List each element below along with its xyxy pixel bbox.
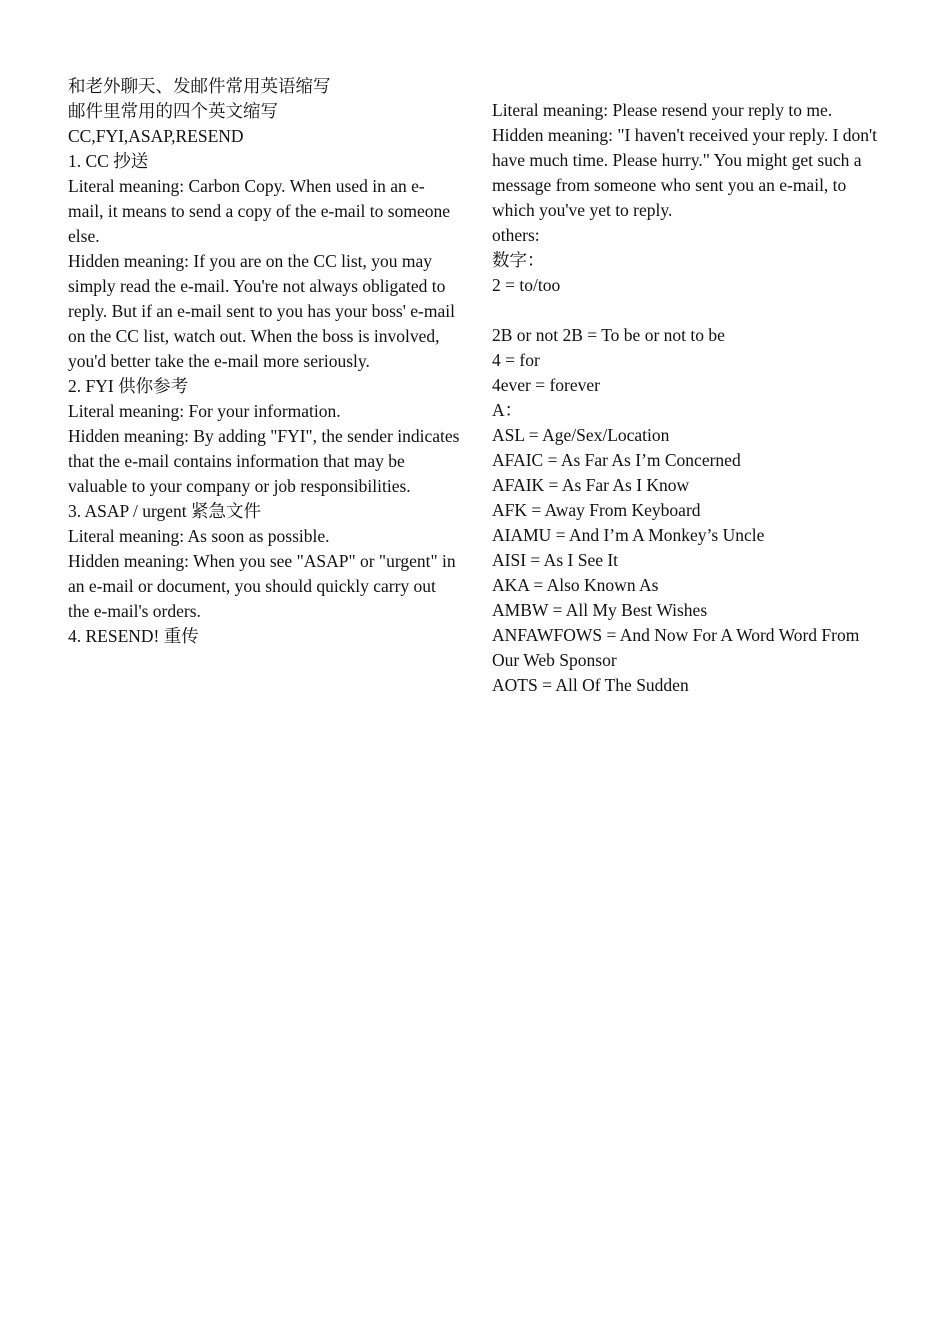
others-heading: others: (492, 225, 540, 245)
resend-literal-meaning: Literal meaning: Please resend your reply to me. (492, 100, 833, 120)
abbr-entry: 4ever = forever (492, 375, 600, 395)
abbreviation-list: CC,FYI,ASAP,RESEND (68, 126, 244, 146)
abbr-entry: AOTS = All Of The Sudden (492, 675, 689, 695)
cc-hidden-meaning: Hidden meaning: If you are on the CC list, you may simply read the e-mail. You're not always obligated to reply. But if an e-mail sent to you has your boss' e-mail on the CC list, watch out. When the boss is involved, you'd better take the e-mail more seriously. (68, 251, 455, 371)
numbers-heading: 数字： (492, 250, 545, 270)
item-heading-asap: 3. ASAP / urgent 紧急文件 (68, 501, 262, 521)
right-column (492, 98, 882, 698)
abbr-entry: ASL = Age/Sex/Location (492, 425, 670, 445)
item-heading-resend: 4. RESEND! 重传 (68, 626, 199, 646)
letter-a-heading: A： (492, 400, 523, 420)
abbr-entry: AKA = Also Known As (492, 575, 659, 595)
cc-literal-meaning: Literal meaning: Carbon Copy. When used in an e-mail, it means to send a copy of the e-mail to someone else. (68, 176, 450, 246)
abbr-entry: AIAMU = And I’m A Monkey’s Uncle (492, 525, 765, 545)
fyi-hidden-meaning: Hidden meaning: By adding "FYI", the sender indicates that the e-mail contains information that may be valuable to your company or job responsibilities. (68, 426, 460, 496)
abbr-entry: 2 = to/too (492, 275, 561, 295)
abbr-entry: AMBW = All My Best Wishes (492, 600, 708, 620)
abbr-entry: AFAIC = As Far As I’m Concerned (492, 450, 741, 470)
section-heading: 邮件里常用的四个英文缩写 (68, 101, 278, 121)
abbr-entry: AFAIK = As Far As I Know (492, 475, 690, 495)
item-heading-cc: 1. CC 抄送 (68, 151, 149, 171)
abbr-entry: 4 = for (492, 350, 540, 370)
abbr-entry: AISI = As I See It (492, 550, 619, 570)
document-title: 和老外聊天、发邮件常用英语缩写 (68, 76, 331, 96)
asap-hidden-meaning: Hidden meaning: When you see "ASAP" or "urgent" in an e-mail or document, you should quickly carry out the e-mail's orders. (68, 551, 456, 621)
abbr-entry: 2B or not 2B = To be or not to be (492, 325, 725, 345)
abbr-entry: ANFAWFOWS = And Now For A Word Word From Our Web Sponsor (492, 625, 860, 670)
fyi-literal-meaning: Literal meaning: For your information. (68, 401, 341, 421)
abbr-entry: AFK = Away From Keyboard (492, 500, 701, 520)
asap-literal-meaning: Literal meaning: As soon as possible. (68, 526, 330, 546)
blank-line (492, 298, 882, 323)
item-heading-fyi: 2. FYI 供你参考 (68, 376, 189, 396)
left-column (68, 74, 460, 649)
resend-hidden-meaning: Hidden meaning: "I haven't received your reply. I don't have much time. Please hurry." You might get such a message from someone who sent you an e-mail, to which you've yet to reply. (492, 125, 878, 220)
